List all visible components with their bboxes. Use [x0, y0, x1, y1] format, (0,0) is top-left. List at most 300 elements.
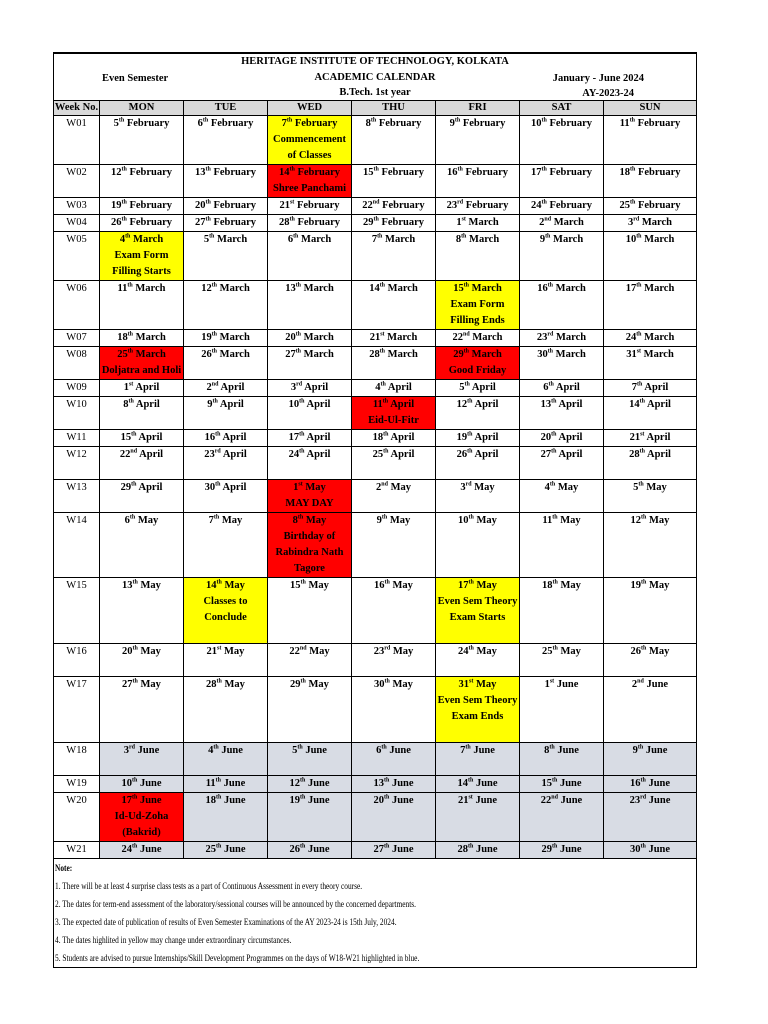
day-number: 21	[279, 200, 290, 211]
day-cell-thu	[352, 165, 436, 198]
day-cell-thu	[352, 578, 436, 644]
month-name: May	[140, 646, 161, 657]
day-cell-thu	[352, 677, 436, 743]
date-label	[436, 165, 519, 181]
month-name: March	[135, 349, 166, 360]
day-cell-wed	[268, 677, 352, 743]
calendar-title: ACADEMIC CALENDAR	[314, 72, 436, 83]
month-name: February	[297, 217, 341, 228]
date-label	[520, 165, 603, 181]
month-name: May	[140, 580, 161, 591]
date-label	[268, 578, 351, 594]
date-label	[352, 842, 435, 858]
day-number: 9	[376, 515, 382, 526]
day-number: 22	[289, 646, 300, 657]
day-cell-tue	[184, 330, 268, 347]
day-suffix: th	[383, 448, 389, 455]
date-label	[352, 480, 435, 496]
date-label	[604, 793, 696, 809]
day-number: 15	[120, 432, 132, 443]
day-suffix: st	[469, 678, 474, 685]
day-suffix: th	[295, 348, 302, 355]
day-suffix: th	[467, 843, 474, 850]
month-name: May	[389, 515, 411, 526]
day-suffix: th	[383, 777, 390, 784]
day-suffix: th	[467, 777, 474, 784]
day-suffix: st	[468, 794, 473, 801]
day-number: 18	[372, 432, 384, 443]
day-suffix: th	[211, 331, 218, 338]
date-label	[436, 513, 519, 529]
day-cell-thu	[352, 644, 436, 677]
day-cell-sat	[520, 743, 604, 776]
day-number: 24	[288, 449, 300, 460]
day-number: 25	[619, 200, 630, 211]
day-number: 30	[537, 349, 548, 360]
day-number: 3	[627, 217, 634, 228]
date-label	[520, 480, 603, 496]
week-row	[54, 215, 697, 232]
day-cell-tue	[184, 447, 268, 480]
date-label	[436, 578, 519, 594]
month-name: March	[135, 332, 166, 343]
date-label	[100, 447, 183, 463]
month-name: March	[641, 217, 672, 228]
day-suffix: th	[545, 233, 551, 240]
month-name: February	[462, 118, 506, 129]
day-suffix: th	[215, 843, 222, 850]
day-cell-sat	[520, 232, 604, 281]
column-header-mon: MON	[100, 101, 184, 116]
month-name: May	[476, 580, 497, 591]
day-suffix: th	[381, 744, 387, 751]
day-number: 3	[290, 382, 297, 393]
month-name: April	[306, 399, 331, 410]
week-number: W10	[54, 397, 100, 430]
date-label	[604, 743, 696, 759]
month-name: February	[381, 217, 425, 228]
day-cell-thu	[352, 116, 436, 165]
month-name: June	[559, 778, 582, 789]
day-number: 6	[543, 382, 549, 393]
calendar-header-row	[54, 53, 697, 101]
day-cell-fri	[436, 793, 520, 842]
day-number: 11	[619, 118, 630, 129]
date-label	[352, 447, 435, 463]
day-number: 31	[458, 679, 470, 690]
week-number: W01	[54, 116, 100, 165]
date-label	[436, 281, 519, 297]
notes-title: Note:	[55, 863, 73, 873]
event-label: Eid-Ul-Fitr	[368, 415, 419, 426]
day-suffix: st	[549, 678, 555, 685]
week-row	[54, 677, 697, 743]
month-name: February	[637, 167, 681, 178]
day-number: 23	[629, 795, 641, 806]
day-cell-fri	[436, 215, 520, 232]
day-number: 24	[530, 200, 542, 211]
date-label	[268, 513, 351, 529]
month-name: June	[305, 745, 327, 756]
date-label	[604, 513, 696, 529]
date-label	[268, 232, 351, 248]
day-suffix: th	[548, 381, 554, 388]
week-number: W02	[54, 165, 100, 198]
day-number: 29	[453, 349, 464, 360]
week-row	[54, 198, 697, 215]
month-name: June	[223, 844, 246, 855]
month-name: May	[474, 482, 495, 493]
month-name: April	[135, 382, 160, 393]
day-number: 10	[625, 234, 637, 245]
month-name: March	[219, 283, 250, 294]
day-cell-tue	[184, 743, 268, 776]
date-label	[520, 281, 603, 297]
date-label	[436, 397, 519, 413]
week-row	[54, 281, 697, 330]
day-number: 30	[374, 679, 385, 690]
day-number: 22	[119, 449, 131, 460]
day-cell-sat	[520, 380, 604, 397]
day-number: 20	[540, 432, 552, 443]
month-name: March	[468, 217, 499, 228]
event-label: Id-Ud-Zoha (Bakrid)	[114, 811, 169, 838]
day-number: 6	[287, 234, 294, 245]
day-number: 10	[121, 778, 132, 789]
month-name: June	[646, 679, 669, 690]
day-cell-sun	[604, 281, 697, 330]
month-name: June	[475, 844, 498, 855]
month-name: March	[303, 283, 334, 294]
day-cell-mon	[100, 330, 184, 347]
day-suffix: th	[131, 777, 138, 784]
month-name: June	[223, 795, 246, 806]
month-name: May	[309, 646, 330, 657]
day-suffix: rd	[547, 331, 554, 338]
day-cell-sun	[604, 198, 697, 215]
date-label	[520, 330, 603, 346]
day-suffix: th	[379, 282, 386, 289]
week-row	[54, 347, 697, 380]
day-suffix: th	[132, 645, 138, 652]
day-number: 29	[290, 679, 301, 690]
day-number: 10	[288, 399, 300, 410]
date-label	[604, 232, 696, 248]
day-number: 13	[373, 778, 384, 789]
month-name: March	[644, 234, 675, 245]
day-cell-sat	[520, 677, 604, 743]
week-number: W03	[54, 198, 100, 215]
month-name: April	[306, 432, 331, 443]
day-number: 20	[194, 200, 206, 211]
day-number: 12	[110, 167, 122, 178]
day-suffix: th	[468, 645, 474, 652]
date-label	[352, 776, 435, 792]
day-suffix: rd	[640, 794, 647, 801]
date-label	[436, 842, 519, 858]
day-number: 15	[290, 580, 301, 591]
month-name: June	[139, 778, 162, 789]
day-cell-wed	[268, 198, 352, 215]
month-name: February	[126, 118, 170, 129]
event-label: Commencement of Classes	[273, 134, 346, 161]
day-number: 21	[369, 332, 381, 343]
day-cell-sun	[604, 644, 697, 677]
month-name: February	[465, 167, 509, 178]
month-name: May	[308, 580, 329, 591]
week-number: W11	[54, 430, 100, 447]
month-name: March	[219, 332, 250, 343]
day-cell-sat	[520, 480, 604, 513]
week-number: W21	[54, 842, 100, 859]
day-number: 14	[206, 580, 217, 591]
week-number: W18	[54, 743, 100, 776]
date-label	[100, 480, 183, 496]
day-cell-mon	[100, 380, 184, 397]
day-cell-wed	[268, 743, 352, 776]
day-number: 15	[453, 283, 464, 294]
day-cell-wed	[268, 776, 352, 793]
month-name: April	[646, 449, 671, 460]
date-label	[604, 677, 696, 693]
date-label	[604, 397, 696, 413]
day-suffix: rd	[457, 199, 464, 206]
day-number: 7	[460, 745, 466, 756]
month-name: May	[137, 515, 159, 526]
day-suffix: st	[461, 216, 466, 223]
date-label	[184, 330, 267, 346]
day-cell-thu	[352, 397, 436, 430]
month-name: June	[557, 745, 579, 756]
day-cell-mon	[100, 743, 184, 776]
day-suffix: th	[640, 843, 646, 850]
day-cell-sat	[520, 330, 604, 347]
date-label	[352, 281, 435, 297]
day-suffix: th	[541, 117, 547, 124]
month-name: April	[474, 432, 499, 443]
day-suffix: nd	[463, 331, 470, 338]
day-suffix: th	[297, 514, 304, 521]
day-cell-wed	[268, 842, 352, 859]
day-suffix: th	[551, 843, 558, 850]
week-number: W13	[54, 480, 100, 513]
day-number: 7	[281, 118, 287, 129]
date-label	[436, 743, 519, 759]
week-row	[54, 397, 697, 430]
day-cell-fri	[436, 347, 520, 380]
date-label	[352, 397, 435, 413]
day-cell-fri	[436, 397, 520, 430]
week-number: W06	[54, 281, 100, 330]
day-number: 9	[539, 234, 546, 245]
date-label	[184, 776, 267, 792]
week-row	[54, 743, 697, 776]
date-label	[604, 776, 696, 792]
day-cell-sat	[520, 281, 604, 330]
day-cell-fri	[436, 380, 520, 397]
day-cell-mon	[100, 347, 184, 380]
date-label	[520, 793, 603, 809]
date-label	[520, 447, 603, 463]
day-cell-sun	[604, 397, 697, 430]
week-number: W14	[54, 513, 100, 578]
date-label	[184, 743, 267, 759]
month-name: March	[555, 283, 586, 294]
day-number: 10	[458, 515, 469, 526]
day-cell-sat	[520, 776, 604, 793]
date-label	[352, 513, 435, 529]
day-number: 16	[537, 283, 548, 294]
day-cell-thu	[352, 430, 436, 447]
event-label: Birthday of Rabindra Nath Tagore	[275, 531, 344, 574]
day-number: 14	[629, 399, 640, 410]
day-number: 13	[122, 580, 133, 591]
week-number: W04	[54, 215, 100, 232]
month-name: March	[555, 349, 586, 360]
week-number: W20	[54, 793, 100, 842]
month-name: March	[643, 349, 674, 360]
date-label	[352, 347, 435, 363]
week-row	[54, 513, 697, 578]
day-number: 13	[194, 167, 206, 178]
column-header-fri: FRI	[436, 101, 520, 116]
day-cell-tue	[184, 842, 268, 859]
week-row	[54, 116, 697, 165]
day-suffix: th	[212, 398, 218, 405]
date-label	[184, 380, 267, 396]
month-name: February	[637, 118, 681, 129]
date-label	[520, 644, 603, 660]
day-suffix: th	[641, 645, 647, 652]
date-label	[604, 281, 696, 297]
date-label	[352, 430, 435, 446]
day-cell-sun	[604, 347, 697, 380]
day-cell-tue	[184, 793, 268, 842]
day-number: 30	[204, 482, 216, 493]
month-name: June	[389, 745, 411, 756]
institute-name: HERITAGE INSTITUTE OF TECHNOLOGY, KOLKATA	[241, 56, 509, 67]
date-label	[436, 330, 519, 346]
day-suffix: th	[629, 199, 636, 206]
day-suffix: th	[463, 348, 470, 355]
month-name: April	[138, 432, 163, 443]
month-name: March	[387, 283, 418, 294]
day-suffix: th	[382, 398, 389, 405]
date-label	[268, 743, 351, 759]
day-cell-wed	[268, 447, 352, 480]
date-label	[520, 677, 603, 693]
week-number: W08	[54, 347, 100, 380]
date-label	[268, 380, 351, 396]
month-name: March	[301, 234, 332, 245]
month-name: February	[210, 118, 254, 129]
day-number: 18	[619, 167, 630, 178]
date-label	[604, 330, 696, 346]
day-number: 25	[542, 646, 553, 657]
day-number: 17	[458, 580, 469, 591]
day-cell-mon	[100, 430, 184, 447]
day-suffix: th	[552, 514, 558, 521]
day-number: 1	[456, 217, 462, 228]
day-cell-mon	[100, 578, 184, 644]
month-name: April	[646, 432, 671, 443]
day-suffix: th	[128, 398, 134, 405]
month-name: April	[390, 449, 415, 460]
date-label	[184, 578, 267, 594]
day-suffix: th	[216, 678, 222, 685]
date-label	[184, 347, 267, 363]
day-suffix: th	[377, 233, 383, 240]
day-suffix: nd	[551, 794, 558, 801]
month-name: March	[553, 217, 584, 228]
day-number: 22	[452, 332, 464, 343]
month-name: May	[224, 679, 245, 690]
date-label	[100, 232, 183, 248]
day-cell-tue	[184, 165, 268, 198]
month-name: May	[560, 646, 581, 657]
day-cell-sat	[520, 116, 604, 165]
week-number: W19	[54, 776, 100, 793]
day-number: 2	[539, 217, 545, 228]
day-suffix: th	[299, 843, 306, 850]
day-cell-sun	[604, 842, 697, 859]
day-number: 18	[205, 795, 216, 806]
date-label	[184, 281, 267, 297]
day-suffix: th	[468, 579, 474, 586]
month-name: May	[560, 515, 581, 526]
day-cell-sun	[604, 165, 697, 198]
date-label	[352, 215, 435, 231]
day-suffix: th	[299, 794, 306, 801]
month-name: April	[390, 432, 415, 443]
month-name: March	[133, 234, 164, 245]
day-suffix: th	[637, 744, 644, 751]
event-label: MAY DAY	[285, 498, 334, 509]
date-label	[436, 380, 519, 396]
week-row	[54, 380, 697, 397]
month-name: May	[305, 515, 327, 526]
month-name: June	[391, 795, 414, 806]
date-label	[100, 430, 183, 446]
day-cell-thu	[352, 776, 436, 793]
date-label	[268, 116, 351, 132]
month-name: March	[555, 332, 587, 343]
week-row	[54, 165, 697, 198]
day-number: 5	[459, 382, 465, 393]
day-cell-sat	[520, 215, 604, 232]
date-label	[520, 198, 603, 214]
date-label	[352, 165, 435, 181]
month-name: May	[390, 482, 411, 493]
date-label	[184, 198, 267, 214]
day-suffix: th	[541, 166, 547, 173]
day-number: 30	[629, 844, 641, 855]
day-number: 23	[373, 646, 385, 657]
notes-section	[53, 859, 697, 968]
date-label	[100, 165, 183, 181]
event-label: Classes to Conclude	[203, 596, 248, 623]
day-cell-thu	[352, 198, 436, 215]
day-suffix: th	[549, 481, 556, 488]
day-number: 12	[456, 399, 468, 410]
day-suffix: th	[370, 117, 377, 124]
day-number: 2	[376, 482, 382, 493]
day-number: 17	[288, 432, 300, 443]
day-number: 19	[456, 432, 468, 443]
day-cell-fri	[436, 776, 520, 793]
date-label	[520, 430, 603, 446]
date-label	[100, 842, 183, 858]
